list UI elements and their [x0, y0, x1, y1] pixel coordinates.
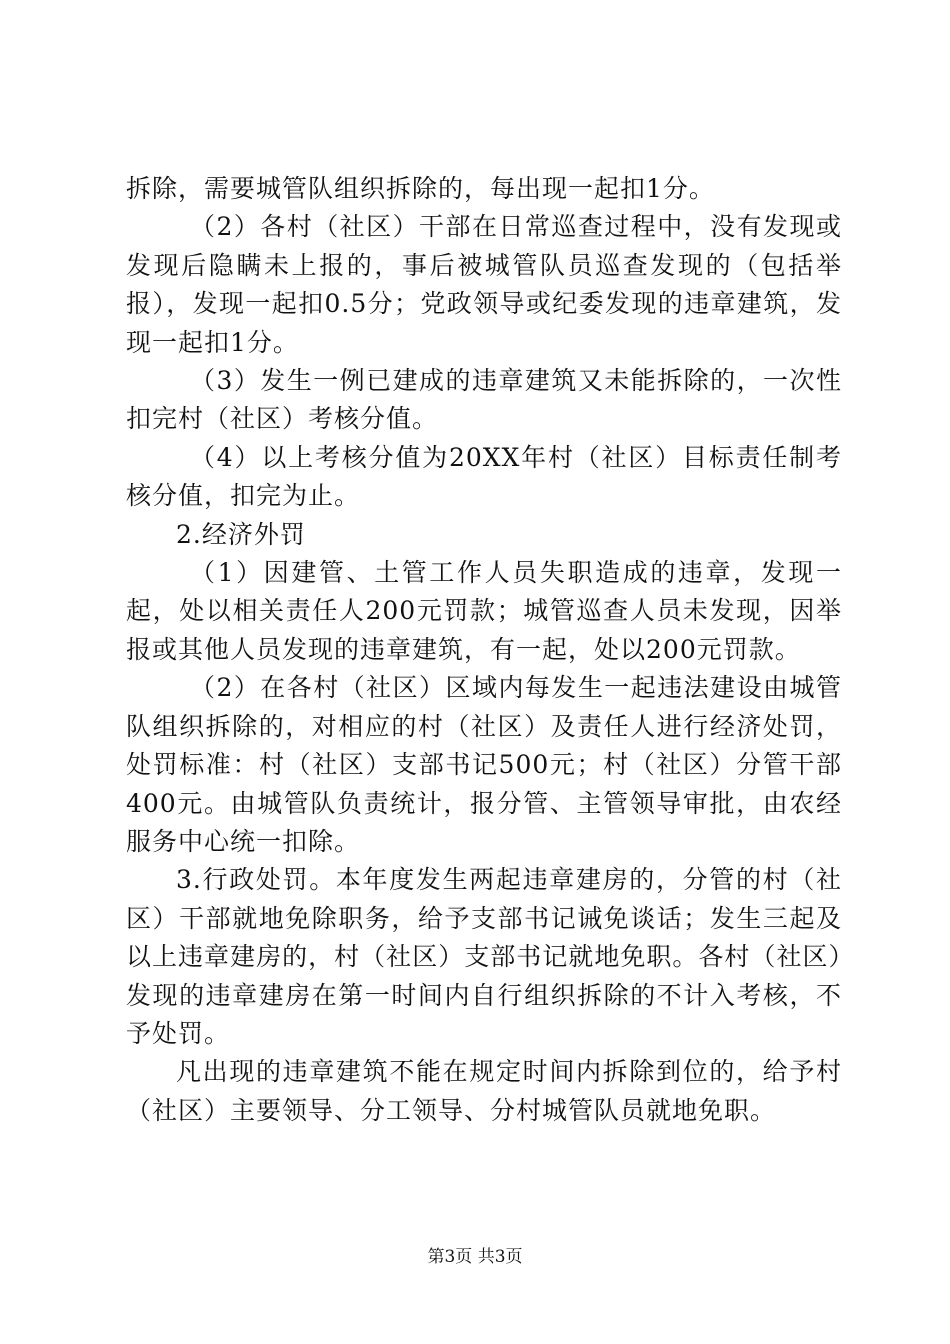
paragraph-item-2: （2）各村（社区）干部在日常巡查过程中，没有发现或发现后隐瞒未上报的，事后被城管队员巡查发现的（包括举报），发现一起扣0.5分；党政领导或纪委发现的违章建筑，发现一起扣1分。 [126, 212, 842, 357]
paragraph-continuation: 拆除，需要城管队组织拆除的，每出现一起扣1分。 [126, 174, 715, 203]
paragraph-item-3: （3）发生一例已建成的违章建筑又未能拆除的，一次性扣完村（社区）考核分值。 [126, 366, 842, 434]
page-footer [0, 1245, 950, 1269]
paragraph-economic-1: （1）因建管、土管工作人员失职造成的违章，发现一起，处以相关责任人200元罚款；城管巡查人员未发现，因举报或其他人员发现的违章建筑，有一起，处以200元罚款。 [126, 558, 842, 664]
document-body [126, 170, 842, 1130]
paragraph-item-4: （4）以上考核分值为20XX年村（社区）目标责任制考核分值，扣完为止。 [126, 442, 842, 511]
paragraph-administrative-penalty: 3.行政处罚。本年度发生两起违章建房的，分管的村（社区）干部就地免除职务，给予支部书记诫免谈话；发生三起及以上违章建房的，村（社区）支部书记就地免职。各村（社区）发现的违章建房在第一时间内自行组织拆除的不计入考核，不予处罚。 [126, 865, 842, 1048]
section-heading-economic-penalty: 2.经济外罚 [176, 519, 306, 549]
page-number: 第3页 共3页 [427, 1247, 523, 1267]
paragraph-economic-2: （2）在各村（社区）区域内每发生一起违法建设由城管队组织拆除的，对相应的村（社区）及责任人进行经济处罚，处罚标准：村（社区）支部书记500元；村（社区）分管干部400元。由城管队负责统计，报分管、主管领导审批，由农经服务中心统一扣除。 [126, 673, 842, 856]
paragraph-closing: 凡出现的违章建筑不能在规定时间内拆除到位的，给予村（社区）主要领导、分工领导、分村城管队员就地免职。 [126, 1057, 842, 1125]
